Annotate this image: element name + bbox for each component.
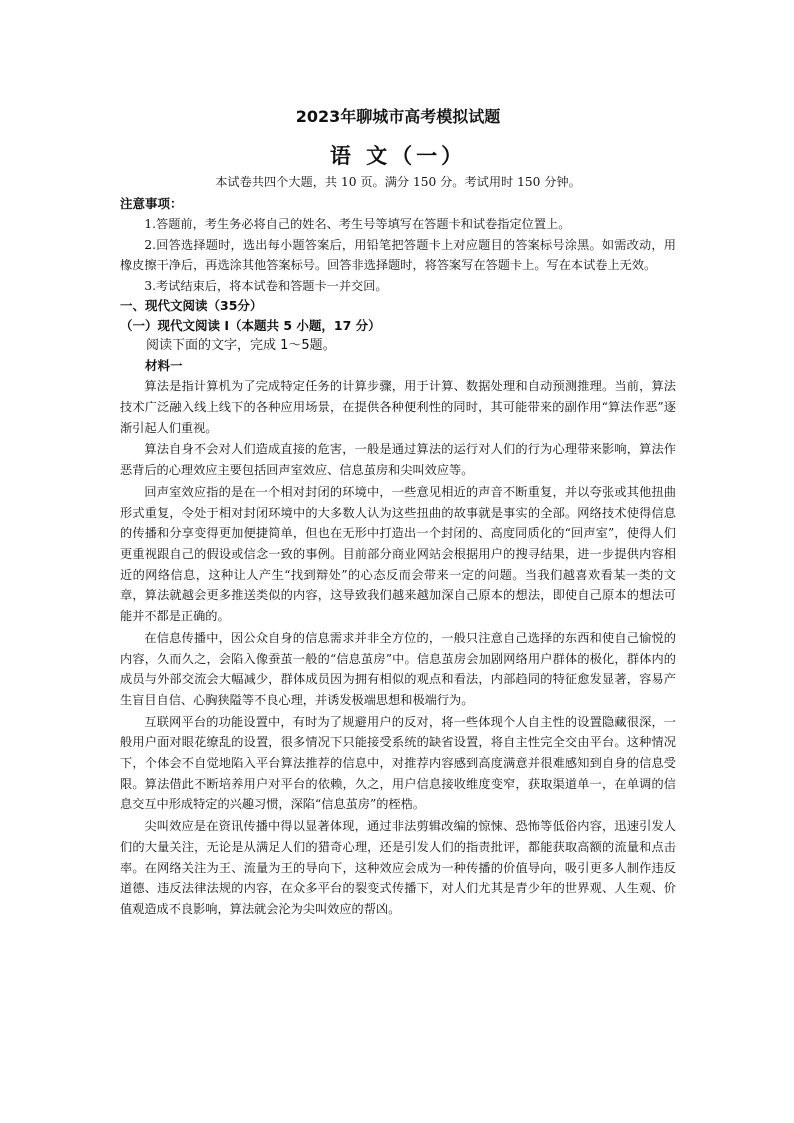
paragraph-6: 尖叫效应是在资讯传播中得以显著体现，通过非法剪辑改编的惊悚、恐怖等低俗内容，迅速引发人们的大量关注，无论是从满足人们的猎奇心理，还是引发人们的指责批评，都能获取高额的流量和点击率。在网络关注为王、流量为王的导向下，这种效应会成为一种传播的价值导向，吸引更多人制作违反道德、违反法律法规的内容，在众多平台的裂变式传播下，对人们尤其是青少年的世界观、人生观、价值观造成不良影响，算法就会沦为尖叫效应的帮凶。 bbox=[120, 819, 676, 916]
paragraph-4: 在信息传播中，因公众自身的信息需求并非全方位的，一般只注意自己选择的东西和使自己愉悦的内容，久而久之，会陷入像蚕茧一般的“信息茧房”中。信息茧房会加剧网络用户群体的极化，群体内的成员与外部交流会大幅减少，群体成员因为拥有相似的观点和看法，内部趋同的特征愈发显著，容易产生盲目自信、心胸狭隘等不良心理，并诱发极端思想和极端行为。 bbox=[120, 630, 676, 707]
subsection-heading: （一）现代文阅读 I（本题共 5 小题，17 分） bbox=[120, 318, 381, 334]
subject-title: 语 文（一） bbox=[329, 143, 467, 168]
notice-item-1: 1.答题前，考生务必将自己的姓名、考生号等填写在答题卡和试卷指定位置上。 bbox=[144, 217, 571, 231]
paragraph-2: 算法自身不会对人们造成直接的危害，一般是通过算法的运行对人们的行为心理带来影响，算法作恶背后的心理效应主要包括回声室效应、信息茧房和尖叫效应等。 bbox=[120, 442, 676, 478]
exam-info: 本试卷共四个大题，共 10 页。满分 150 分。考试用时 150 分钟。 bbox=[215, 175, 581, 189]
paragraph-1: 算法是指计算机为了完成特定任务的计算步骤，用于计算、数据处理和自动预测推理。当前，算法技术广泛融入线上线下的各种应用场景，在提供各种便利性的同时，其可能带来的副作用“算法作恶”逐渐引起人们重视。 bbox=[120, 379, 676, 435]
notice-heading: 注意事项： bbox=[120, 196, 183, 211]
reading-instruction: 阅读下面的文字，完成 1～5题。 bbox=[146, 338, 336, 354]
paragraph-5: 互联网平台的功能设置中，有时为了规避用户的反对，将一些体现个人自主性的设置隐藏很深，一般用户面对眼花缭乱的设置，很多情况下只能接受系统的缺省设置，将自主性完全交由平台。这种情况下，个体会不自觉地陷入平台算法推荐的信息中，对推荐内容感到高度满意并很难感知到自身的信息受限。算法借此不断培养用户对平台的依赖，久之，用户信息接收维度变窄，获取渠道单一，在单调的信息交互中形成特定的兴趣习惯，深陷“信息茧房”的桎梏。 bbox=[120, 714, 676, 812]
notice-item-3: 3.考试结束后，将本试卷和答题卡一并交回。 bbox=[144, 278, 388, 293]
exam-title: 2023年聊城市高考模拟试题 bbox=[295, 107, 501, 126]
material-label: 材料一 bbox=[145, 358, 183, 374]
notice-item-2: 2.回答选择题时，选出每小题答案后，用铅笔把答题卡上对应题目的答案标号涂黑。如需改动，用橡皮擦干净后，再选涂其他答案标号。回答非选择题时，将答案写在答题卡上。写在本试卷上无效。 bbox=[120, 237, 676, 273]
paragraph-3: 回声室效应指的是在一个相对封闭的环境中，一些意见相近的声音不断重复，并以夸张或其他扭曲形式重复，令处于相对封闭环境中的大多数人认为这些扭曲的故事就是事实的全部。网络技术使得信息的传播和分享变得更加便捷简单，但也在无形中打造出一个封闭的、高度同质化的“回声室”，使得人们更重视跟自己的假设或信念一致的事例。目前部分商业网站会根据用户的搜寻结果，进一步提供内容相近的网络信息，这种让人产生“找到辩处”的心态反而会带来一定的问题。当我们越喜欢看某一类的文章，算法就越会更多推送类似的内容，这导致我们越来越加深自己原本的想法，即使自己原本的想法可能并不都是正确的。 bbox=[120, 484, 676, 624]
section-heading: 一、现代文阅读（35分） bbox=[120, 298, 263, 314]
exam-page bbox=[120, 100, 676, 920]
